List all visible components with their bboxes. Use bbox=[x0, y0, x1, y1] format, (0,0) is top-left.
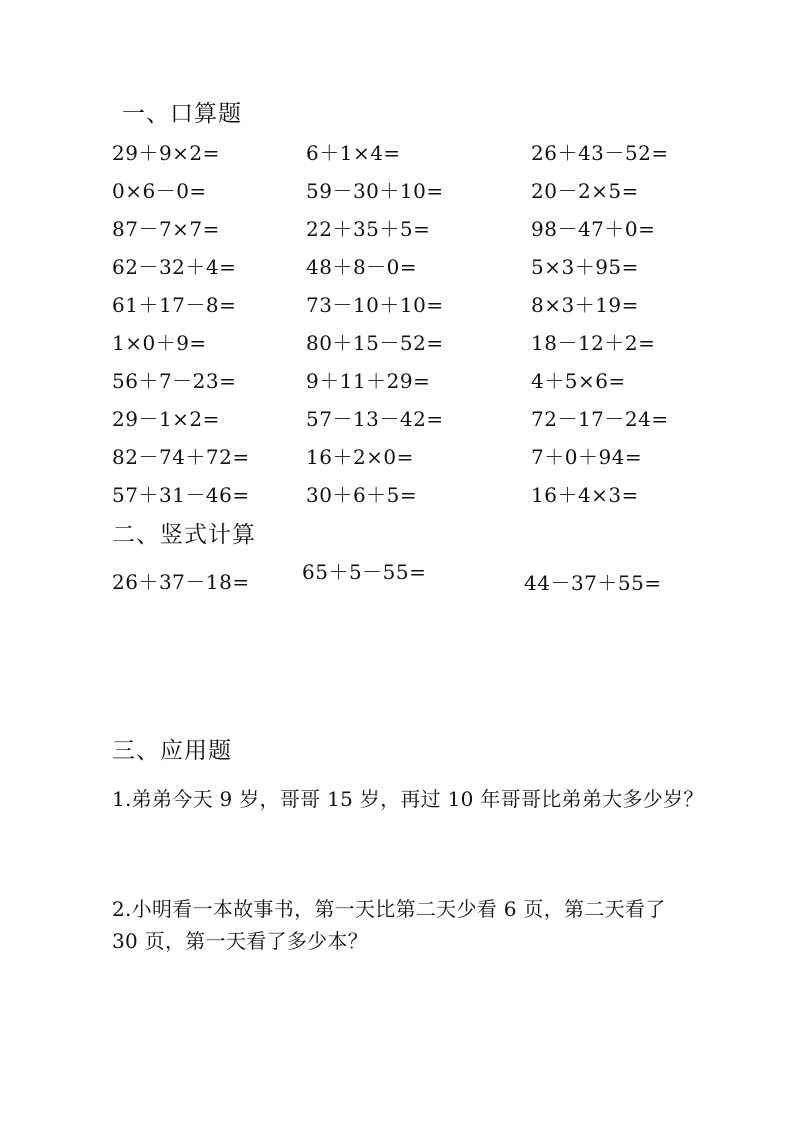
section1-heading: 一、口算题 bbox=[122, 101, 242, 127]
mental-math-item: 62－32＋4= bbox=[112, 255, 237, 279]
mental-math-item: 30＋6＋5= bbox=[306, 483, 418, 507]
mental-math-item: 16＋2×0= bbox=[306, 445, 414, 469]
section3-heading: 三、应用题 bbox=[112, 738, 232, 764]
mental-math-item: 18－12＋2= bbox=[531, 331, 656, 355]
mental-math-item: 72－17－24= bbox=[531, 407, 669, 431]
vertical-calc-problem: 65＋5－55= bbox=[302, 560, 427, 584]
mental-math-item: 5×3＋95= bbox=[531, 255, 639, 279]
mental-math-item: 1×0＋9= bbox=[112, 331, 207, 355]
mental-math-item: 73－10＋10= bbox=[306, 293, 444, 317]
mental-math-item: 4＋5×6= bbox=[531, 369, 626, 393]
mental-math-item: 0×6－0= bbox=[112, 179, 207, 203]
section2-heading: 二、竖式计算 bbox=[112, 522, 256, 548]
mental-math-item: 6＋1×4= bbox=[306, 141, 401, 165]
mental-math-item: 87－7×7= bbox=[112, 217, 220, 241]
mental-math-item: 29－1×2= bbox=[112, 407, 220, 431]
mental-math-item: 98－47＋0= bbox=[531, 217, 656, 241]
mental-math-item: 16＋4×3= bbox=[531, 483, 639, 507]
mental-math-item: 9＋11＋29= bbox=[306, 369, 431, 393]
mental-math-item: 48＋8－0= bbox=[306, 255, 418, 279]
mental-math-item: 22＋35＋5= bbox=[306, 217, 431, 241]
mental-math-item: 59－30＋10= bbox=[306, 179, 444, 203]
mental-math-item: 7＋0＋94= bbox=[531, 445, 643, 469]
vertical-calc-problem: 44－37＋55= bbox=[524, 571, 662, 595]
word-problem-2-line2: 30 页，第一天看了多少本？ bbox=[112, 929, 369, 953]
mental-math-item: 29＋9×2= bbox=[112, 141, 220, 165]
mental-math-item: 80＋15－52= bbox=[306, 331, 444, 355]
word-problem-2-line1: 2.小明看一本故事书，第一天比第二天少看 6 页，第二天看了 bbox=[112, 897, 666, 921]
mental-math-item: 57＋31－46= bbox=[112, 483, 250, 507]
mental-math-item: 56＋7－23= bbox=[112, 369, 237, 393]
mental-math-item: 57－13－42= bbox=[306, 407, 444, 431]
mental-math-item: 20－2×5= bbox=[531, 179, 639, 203]
mental-math-item: 8×3＋19= bbox=[531, 293, 639, 317]
word-problem-1: 1.弟弟今天 9 岁，哥哥 15 岁，再过 10 年哥哥比弟弟大多少岁？ bbox=[112, 787, 704, 811]
mental-math-item: 26＋43－52= bbox=[531, 141, 669, 165]
vertical-calc-problem: 26＋37－18= bbox=[112, 570, 250, 594]
mental-math-item: 61＋17－8= bbox=[112, 293, 237, 317]
mental-math-item: 82－74＋72= bbox=[112, 445, 250, 469]
